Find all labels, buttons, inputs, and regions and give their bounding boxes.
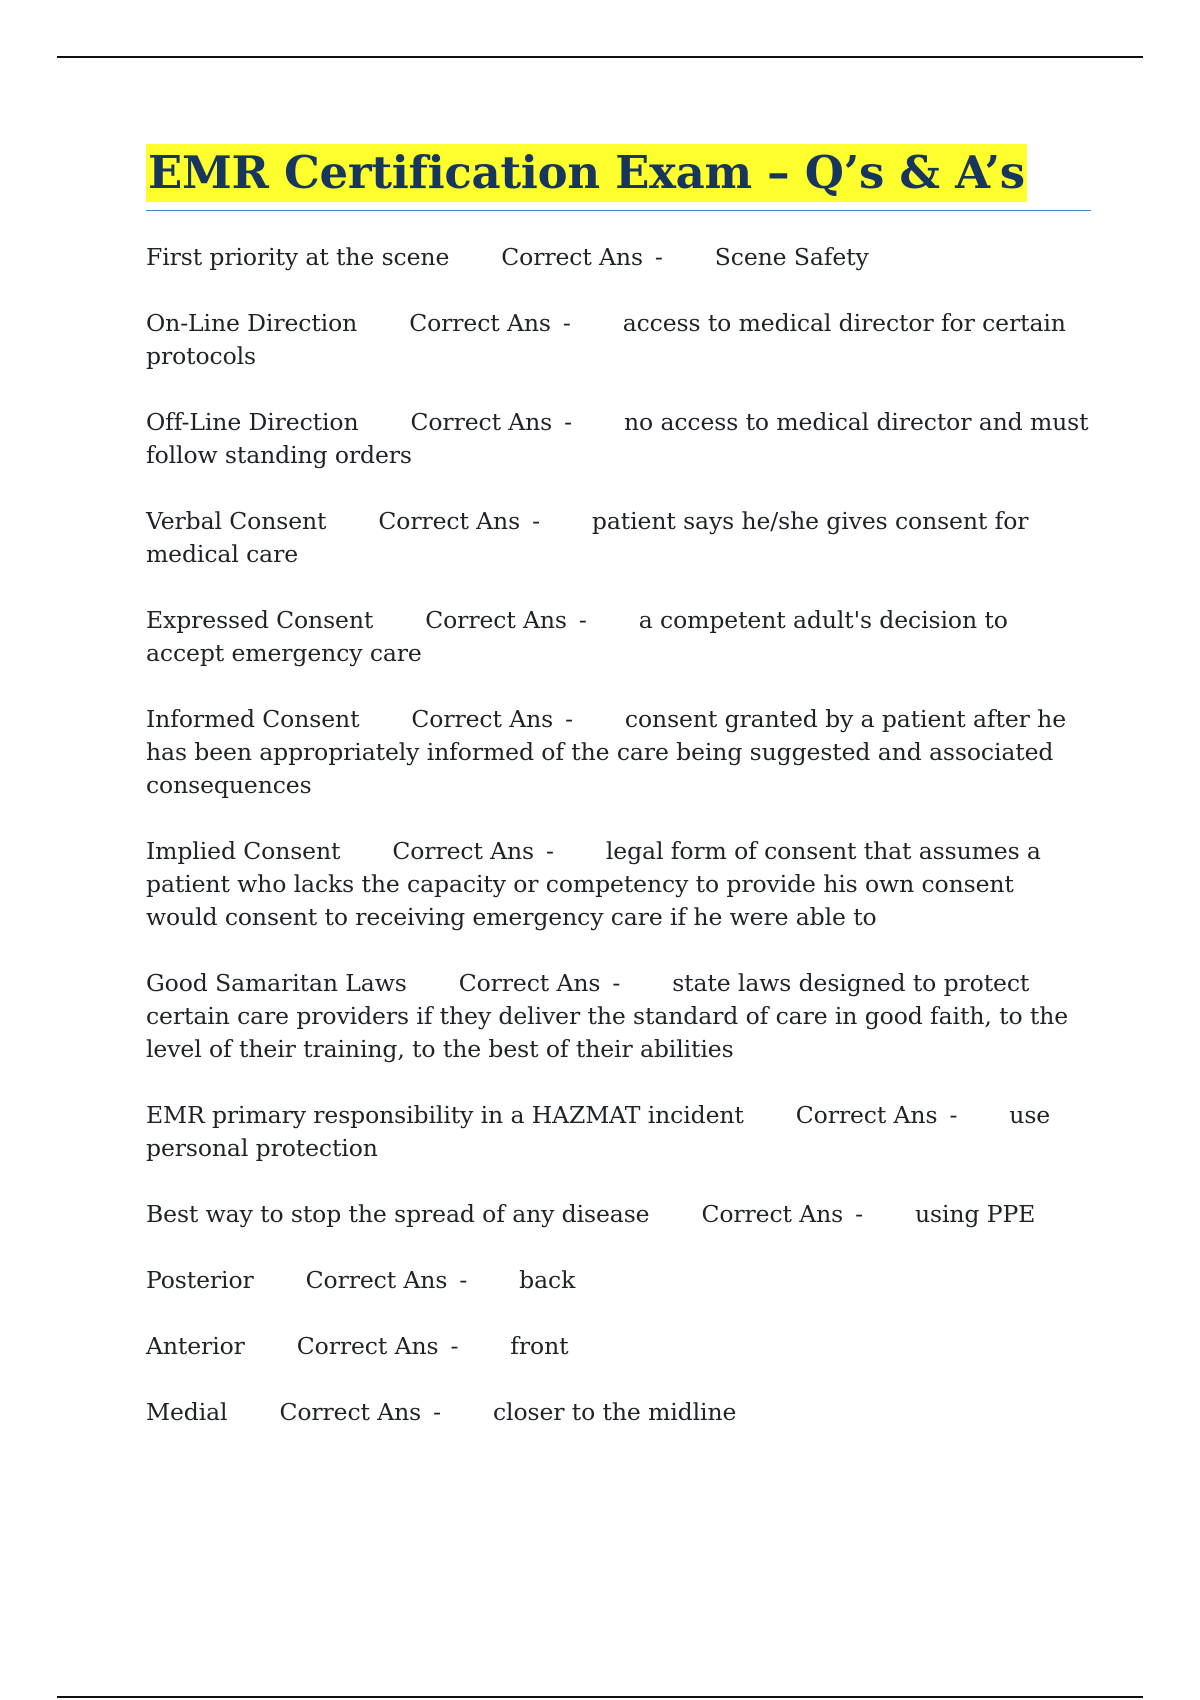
correct-answer-label: Correct Ans xyxy=(701,1200,844,1228)
correct-answer-label: Correct Ans xyxy=(392,837,535,865)
answer-separator: - xyxy=(565,705,573,733)
answer-text: consent granted by a patient after he has been appropriately informed of the care being suggested and associated consequences xyxy=(146,705,1067,799)
answer-text: closer to the midline xyxy=(492,1398,737,1426)
qa-item xyxy=(146,406,1091,472)
correct-answer-label: Correct Ans xyxy=(305,1266,448,1294)
answer-separator: - xyxy=(855,1200,863,1228)
answer-separator: - xyxy=(578,606,587,634)
correct-answer-label: Correct Ans xyxy=(296,1332,439,1360)
correct-answer-label: Correct Ans xyxy=(378,507,521,535)
answer-text: a competent adult's decision to accept emergency care xyxy=(146,606,1008,667)
correct-answer-label: Correct Ans xyxy=(425,606,567,634)
question-text: Posterior xyxy=(146,1266,254,1294)
answer-text: legal form of consent that assumes a patient who lacks the capacity or competency to provide his own consent would consent to receiving emergency care if he were able to xyxy=(146,837,1041,931)
question-text: Implied Consent xyxy=(146,837,341,865)
qa-item xyxy=(146,1099,1091,1165)
answer-separator: - xyxy=(459,1266,468,1294)
question-text: Best way to stop the spread of any disease xyxy=(146,1200,650,1228)
correct-answer-label: Correct Ans xyxy=(410,408,553,436)
answer-text: back xyxy=(519,1266,576,1294)
answer-text: access to medical director for certain protocols xyxy=(146,309,1066,370)
top-rule xyxy=(57,56,1143,58)
answer-text: front xyxy=(510,1332,569,1360)
question-text: Anterior xyxy=(146,1332,245,1360)
answer-separator: - xyxy=(433,1398,441,1426)
qa-item xyxy=(146,241,1091,274)
page-title: EMR Certification Exam – Q’s & A’s xyxy=(146,144,1027,202)
correct-answer-label: Correct Ans xyxy=(411,705,554,733)
question-text: Medial xyxy=(146,1398,228,1426)
answer-separator: - xyxy=(612,969,621,997)
qa-list xyxy=(146,241,1091,1429)
qa-item xyxy=(146,505,1091,571)
qa-item xyxy=(146,1396,1091,1429)
qa-item xyxy=(146,604,1091,670)
question-text: First priority at the scene xyxy=(146,243,450,271)
answer-separator: - xyxy=(546,837,554,865)
correct-answer-label: Correct Ans xyxy=(279,1398,422,1426)
correct-answer-label: Correct Ans xyxy=(458,969,601,997)
answer-text: no access to medical director and must follow standing orders xyxy=(146,408,1089,469)
qa-item xyxy=(146,703,1091,802)
answer-separator: - xyxy=(532,507,540,535)
question-text: Off-Line Direction xyxy=(146,408,359,436)
correct-answer-label: Correct Ans xyxy=(501,243,643,271)
answer-separator: - xyxy=(654,243,663,271)
answer-separator: - xyxy=(949,1101,958,1129)
question-text: Informed Consent xyxy=(146,705,360,733)
answer-text: patient says he/she gives consent for medical care xyxy=(146,507,1029,568)
answer-text: using PPE xyxy=(914,1200,1036,1228)
question-text: Expressed Consent xyxy=(146,606,374,634)
qa-item xyxy=(146,1264,1091,1297)
qa-item xyxy=(146,1330,1091,1363)
question-text: EMR primary responsibility in a HAZMAT incident xyxy=(146,1101,744,1129)
answer-separator: - xyxy=(562,309,571,337)
question-text: Good Samaritan Laws xyxy=(146,969,407,997)
title-block xyxy=(146,144,1091,211)
qa-item xyxy=(146,307,1091,373)
document-body xyxy=(146,144,1091,1462)
bottom-rule xyxy=(57,1696,1143,1698)
answer-text: Scene Safety xyxy=(714,243,869,271)
correct-answer-label: Correct Ans xyxy=(795,1101,938,1129)
answer-separator: - xyxy=(450,1332,459,1360)
qa-item xyxy=(146,835,1091,934)
qa-item xyxy=(146,967,1091,1066)
question-text: On-Line Direction xyxy=(146,309,358,337)
answer-text: state laws designed to protect certain care providers if they deliver the standard of care in good faith, to the level of their training, to the best of their abilities xyxy=(146,969,1069,1063)
question-text: Verbal Consent xyxy=(146,507,327,535)
answer-text: use personal protection xyxy=(146,1101,1051,1162)
answer-separator: - xyxy=(564,408,572,436)
qa-item xyxy=(146,1198,1091,1231)
correct-answer-label: Correct Ans xyxy=(409,309,551,337)
